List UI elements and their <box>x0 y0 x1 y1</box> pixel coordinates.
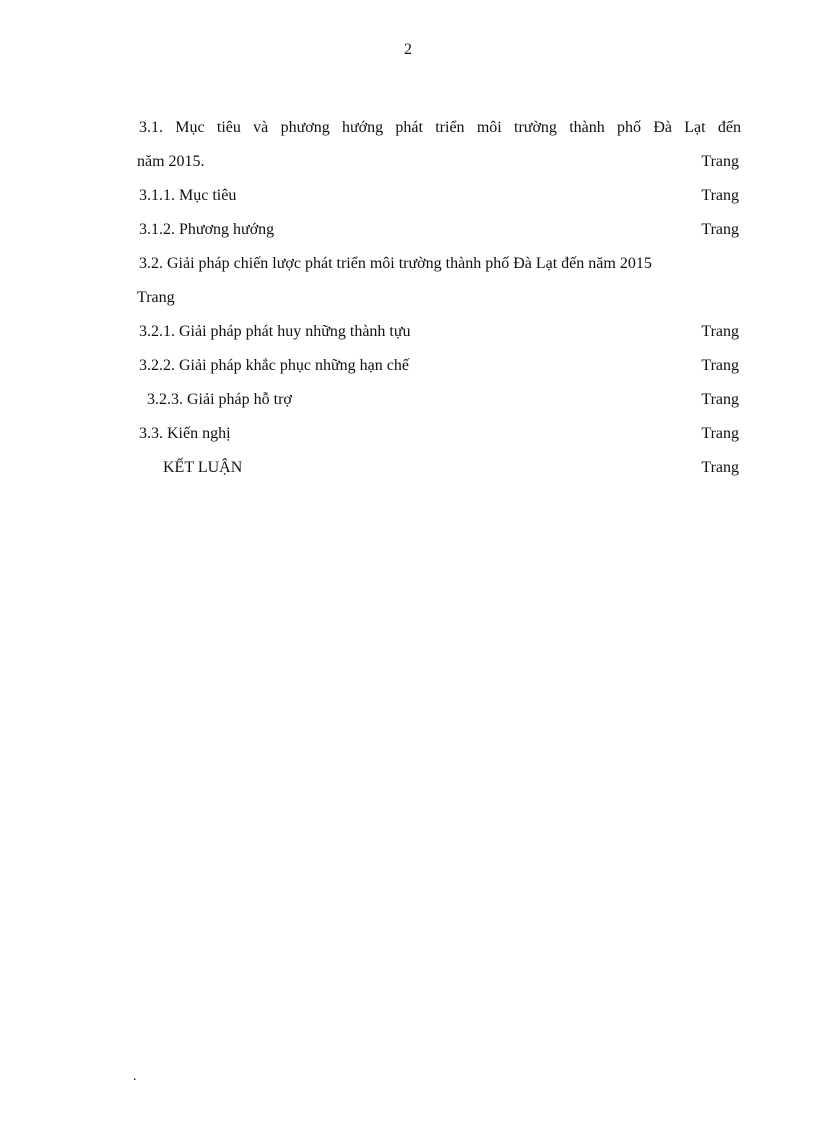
toc-entry-title: 3.2. Giải pháp chiến lược phát triển môi trường thành phố Đà Lạt đến năm 2015 <box>139 255 652 272</box>
toc-entry-page: Trang <box>701 323 739 340</box>
footer-mark: . <box>133 1069 137 1084</box>
toc-entry-page: Trang <box>701 221 739 238</box>
toc-entry-title: 3.1.1. Mục tiêu <box>139 187 237 204</box>
toc-entry <box>137 253 739 287</box>
toc-entry <box>137 287 739 321</box>
toc-entry-title: 3.2.2. Giải pháp khắc phục những hạn chế <box>139 357 409 374</box>
toc-entry <box>137 185 739 219</box>
toc-entry-title: KẾT LUẬN <box>163 459 243 476</box>
toc-entry <box>137 423 739 457</box>
toc-entry-title: 3.1. Mục tiêu và phương hướng phát triển môi trường thành phố Đà Lạt đến <box>139 119 741 136</box>
toc-entry-page: Trang <box>701 357 739 374</box>
page-number: 2 <box>404 41 412 58</box>
toc-entry-page: Trang <box>701 187 739 204</box>
toc-entry <box>137 457 739 491</box>
toc-entry <box>137 117 739 151</box>
toc-entry-page: Trang <box>701 391 739 408</box>
toc-entry-page: Trang <box>701 425 739 442</box>
toc-entry-page: Trang <box>701 153 739 170</box>
toc-entry-title: Trang <box>137 289 175 306</box>
toc-entry-title: năm 2015. <box>137 153 205 170</box>
toc-entry <box>137 321 739 355</box>
toc-entry-title: 3.2.1. Giải pháp phát huy những thành tựu <box>139 323 411 340</box>
table-of-contents <box>137 117 739 491</box>
toc-entry-page: Trang <box>701 459 739 476</box>
toc-entry-title: 3.1.2. Phương hướng <box>139 221 275 238</box>
toc-entry-title: 3.2.3. Giải pháp hỗ trợ <box>147 391 292 408</box>
toc-entry <box>137 355 739 389</box>
toc-entry <box>137 389 739 423</box>
toc-entry-title: 3.3. Kiến nghị <box>139 425 231 442</box>
toc-entry <box>137 151 739 185</box>
toc-entry <box>137 219 739 253</box>
